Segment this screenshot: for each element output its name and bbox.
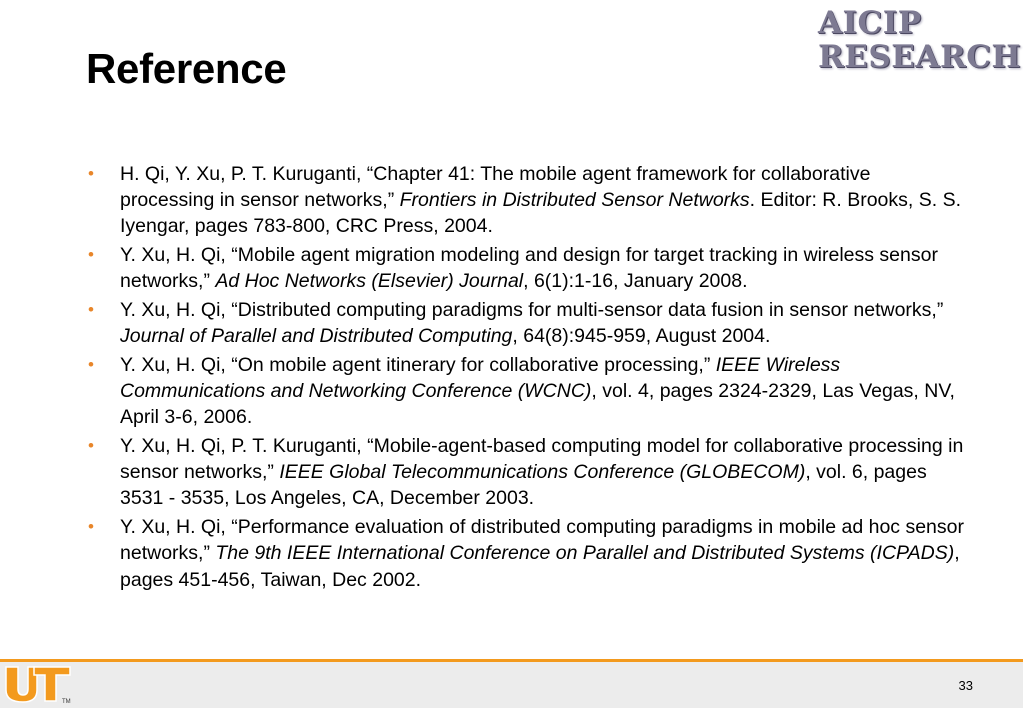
reference-text: Y. Xu, H. Qi, “Performance evaluation of distributed computing paradigms in mobile ad hoc sensor networks,” bbox=[120, 516, 964, 565]
reference-details: , vol. 6, pages 3531 - 3535, Los Angeles, CA, December 2003. bbox=[120, 461, 927, 510]
reference-item bbox=[88, 352, 968, 431]
ut-logo-icon bbox=[4, 664, 76, 704]
reference-venue: The 9th IEEE International Conference on Parallel and Distributed Systems (ICPADS) bbox=[215, 542, 955, 565]
bullet-icon: • bbox=[88, 164, 94, 183]
page-number: 33 bbox=[958, 678, 973, 693]
reference-text: Y. Xu, H. Qi, “Mobile agent migration modeling and design for target tracking in wireless sensor networks,” bbox=[120, 244, 938, 293]
reference-item bbox=[88, 297, 968, 349]
reference-venue: Journal of Parallel and Distributed Computing bbox=[120, 325, 513, 348]
reference-details: , vol. 4, pages 2324-2329, Las Vegas, NV, April 3-6, 2006. bbox=[120, 380, 955, 429]
reference-item bbox=[88, 161, 968, 240]
bullet-icon: • bbox=[88, 245, 94, 265]
reference-details: , 64(8):945-959, August 2004. bbox=[512, 325, 771, 348]
reference-item bbox=[88, 242, 968, 294]
reference-venue: IEEE Global Telecommunications Conference (GLOBECOM) bbox=[279, 461, 806, 484]
reference-details: , 6(1):1-16, January 2008. bbox=[523, 270, 748, 293]
trademark-label: TM bbox=[62, 699, 71, 704]
reference-details: , pages 451-456, Taiwan, Dec 2002. bbox=[120, 542, 960, 591]
logo-line-aicip: AICIP bbox=[818, 5, 922, 41]
reference-text: Y. Xu, H. Qi, “Distributed computing paradigms for multi-sensor data fusion in sensor networks,” bbox=[120, 299, 944, 322]
aicip-research-logo bbox=[818, 5, 1022, 86]
footer-divider bbox=[0, 659, 1023, 662]
reference-item bbox=[88, 433, 968, 512]
reference-list bbox=[88, 161, 968, 595]
bullet-icon: • bbox=[88, 517, 94, 537]
page-title: Reference bbox=[86, 45, 287, 92]
reference-text: H. Qi, Y. Xu, P. T. Kuruganti, “Chapter 41: The mobile agent framework for collaborative processing in sensor networks,” bbox=[120, 163, 871, 212]
logo-line-research: RESEARCH bbox=[818, 39, 1022, 75]
reference-venue: IEEE Wireless Communications and Networking Conference (WCNC) bbox=[120, 353, 841, 403]
bullet-icon: • bbox=[88, 436, 94, 456]
reference-text: Y. Xu, H. Qi, P. T. Kuruganti, “Mobile-agent-based computing model for collaborative processing in sensor networks,” bbox=[120, 435, 964, 484]
reference-item bbox=[88, 514, 968, 593]
reference-venue: Frontiers in Distributed Sensor Networks bbox=[399, 189, 750, 212]
reference-details: . Editor: R. Brooks, S. S. Iyengar, pages 783-800, CRC Press, 2004. bbox=[120, 189, 961, 238]
footer-bar bbox=[0, 659, 1023, 708]
reference-venue: Ad Hoc Networks (Elsevier) Journal bbox=[215, 270, 524, 293]
reference-text: Y. Xu, H. Qi, “On mobile agent itinerary for collaborative processing,” bbox=[120, 353, 716, 376]
bullet-icon: • bbox=[88, 354, 94, 374]
bullet-icon: • bbox=[88, 300, 94, 320]
